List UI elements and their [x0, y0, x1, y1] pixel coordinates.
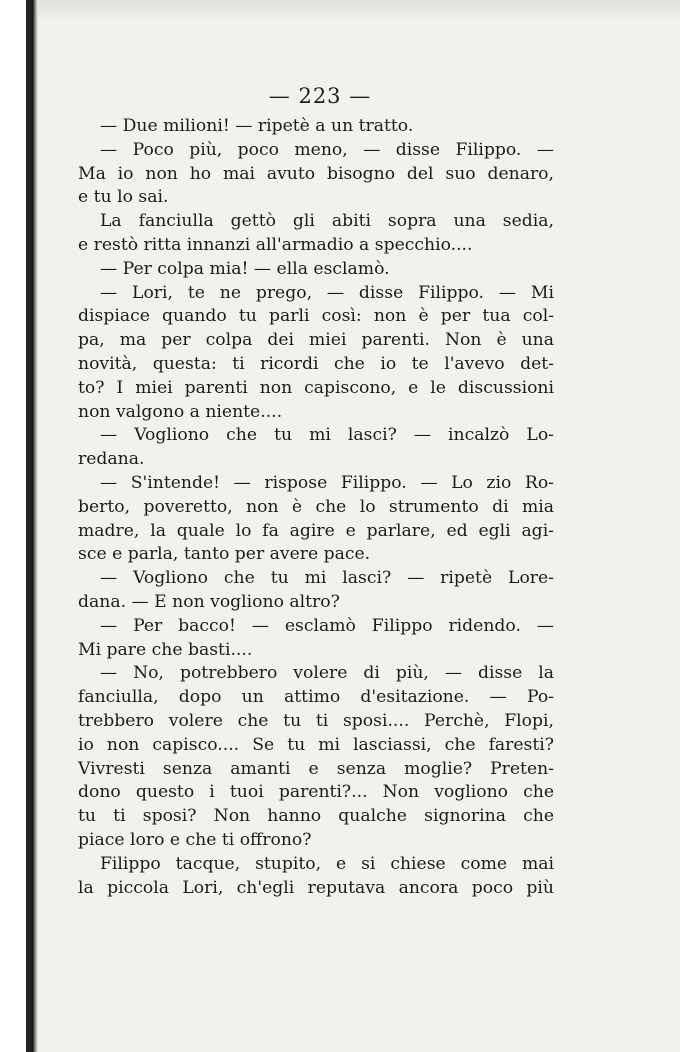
- text-line: redana.: [78, 449, 145, 470]
- page-top-shadow: [38, 0, 680, 22]
- body-text: [78, 115, 554, 900]
- text-line: — Per colpa mia! — ella esclamò.: [100, 258, 390, 279]
- text-line: novità, questa: ti ricordi che io te l'avevo det-: [78, 353, 554, 374]
- text-line: — Per bacco! — esclamò Filippo ridendo. —: [100, 615, 554, 636]
- text-line: — No, potrebbero volere di più, — disse la: [100, 663, 554, 684]
- text-line: — S'intende! — rispose Filippo. — Lo zio Ro-: [100, 472, 554, 493]
- page-number: — 223 —: [268, 84, 372, 108]
- text-line: — Vogliono che tu mi lasci? — ripetè Lore-: [100, 568, 554, 589]
- text-line: — Lori, te ne prego, — disse Filippo. — Mi: [100, 282, 554, 303]
- text-line: berto, poveretto, non è che lo strumento di mia: [78, 496, 554, 517]
- text-line: Filippo tacque, stupito, e si chiese come mai: [100, 853, 554, 874]
- text-line: e tu lo sai.: [78, 187, 169, 208]
- text-line: dono questo i tuoi parenti?... Non vogliono che: [78, 782, 554, 803]
- text-line: La fanciulla gettò gli abiti sopra una sedia,: [100, 211, 554, 232]
- text-line: e restò ritta innanzi all'armadio a specchio....: [78, 234, 473, 255]
- text-line: to? I miei parenti non capiscono, e le discussioni: [78, 377, 554, 398]
- text-line: madre, la quale lo fa agire e parlare, ed egli agi-: [78, 520, 554, 541]
- text-line: — Vogliono che tu mi lasci? — incalzò Lo-: [100, 425, 554, 446]
- text-line: la piccola Lori, ch'egli reputava ancora poco più: [78, 877, 554, 898]
- text-line: Mi pare che basti....: [78, 639, 253, 660]
- text-line: — Due milioni! — ripetè a un tratto.: [100, 116, 414, 136]
- text-line: Ma io non ho mai avuto bisogno del suo denaro,: [78, 163, 554, 184]
- text-line: trebbero volere che tu ti sposi.... Perchè, Flopi,: [78, 710, 554, 731]
- text-line: non valgono a niente....: [78, 401, 283, 422]
- text-line: pa, ma per colpa dei miei parenti. Non è una: [78, 330, 554, 351]
- text-line: tu ti sposi? Non hanno qualche signorina che: [78, 806, 554, 827]
- text-line: piace loro e che ti offrono?: [78, 829, 312, 850]
- text-line: fanciulla, dopo un attimo d'esitazione. — Po-: [78, 687, 554, 708]
- text-line: io non capisco.... Se tu mi lasciassi, che faresti?: [78, 734, 554, 755]
- text-line: — Poco più, poco meno, — disse Filippo. —: [100, 139, 554, 160]
- text-line: sce e parla, tanto per avere pace.: [78, 544, 371, 565]
- text-line: dispiace quando tu parli così: non è per tua col-: [78, 306, 554, 327]
- book-spine-edge: [0, 0, 38, 1052]
- text-line: dana. — E non vogliono altro?: [78, 591, 340, 612]
- text-line: Vivresti senza amanti e senza moglie? Preten-: [78, 758, 554, 779]
